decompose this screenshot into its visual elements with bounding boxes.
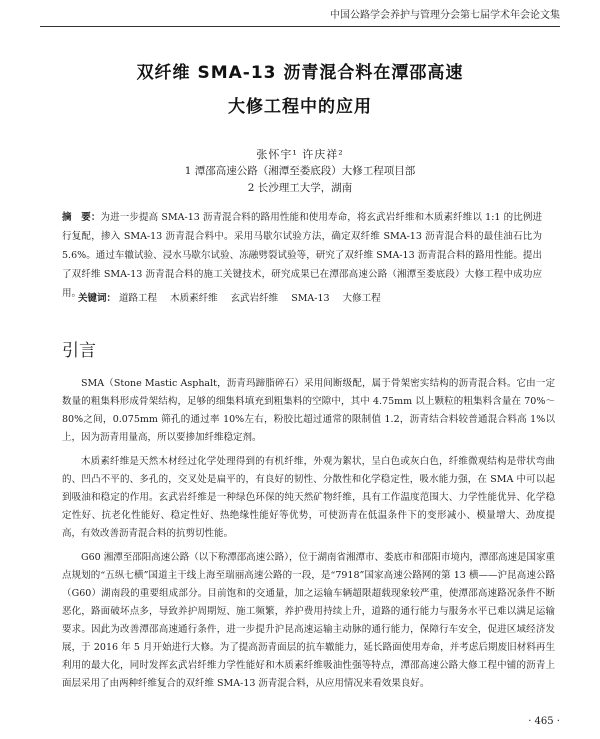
body-paragraph: SMA（Stone Mastic Asphalt，沥青玛蹄脂碎石）采用间断级配，属于骨架密实结构的沥青混合料。它由一定数量的粗集料形成骨架结构，足够的细集料填充到粗集料的空隙中，其中 4.75mm 以上颗粒的粗集料含量在 70%～80%之间，0.075mm 筛孔的通过率 10%左右，粉胶比超过通常的限制值 1.2，沥青结合料较普通混合料高 1%以上，因为沥青用量高，所以要掺加纤维稳定剂。 xyxy=(62,378,555,443)
abstract xyxy=(62,208,542,303)
affiliation-2: 2 长沙理工大学，湖南 xyxy=(247,182,353,194)
section-heading-introduction: 引言 xyxy=(62,341,96,361)
keywords xyxy=(78,290,542,304)
keyword-item: 大修工程 xyxy=(342,293,381,304)
affiliation-1: 1 潭邵高速公路（湘潭至娄底段）大修工程项目部 xyxy=(184,165,416,177)
keyword-item: 玄武岩纤维 xyxy=(230,293,279,304)
keyword-item: SMA-13 xyxy=(291,293,330,304)
title-line-2: 大修工程中的应用 xyxy=(228,97,372,117)
body-paragraph: G60 湘潭至邵阳高速公路（以下称潭邵高速公路），位于湖南省湘潭市、娄底市和邵阳市境内，潭邵高速是国家重点规划的“五纵七横”国道主干线上海至瑞丽高速公路的一段，是“7918”国家高速公路网的第 13 横——沪昆高速公路（G60）湖南段的重要组成部分。目前饱和的交通量，加之运输车辆超限超载现象较严重，使潭邵高速路况条件不断恶化，路面破坏点多，导致养护周期短、施工频繁，养护费用持续上升，道路的通行能力与服务水平已难以满足运输要求。因此为改善潭邵高速通行条件，进一步提升沪昆高速运输主动脉的通行能力，保障行车安全，促进区域经济发展，于 2016 年 5 月开始进行大修。为了提高沥青面层的抗车辙能力，延长路面使用寿命，并考虑后期废旧材料再生利用的最大化，同时发挥玄武岩纤维力学性能好和木质素纤维吸油性强等特点，潭邵高速公路大修工程中铺的沥青上面层采用了由两种纤维复合的双纤维 SMA-13 沥青混合料，从应用情况来看效果良好。 xyxy=(62,552,555,689)
abstract-label: 摘 要： xyxy=(62,212,101,223)
keyword-item: 木质素纤维 xyxy=(170,293,218,304)
running-head: 中国公路学会养护与管理分会第七届学术年会论文集 xyxy=(40,6,560,27)
title-line-1: 双纤维 SMA-13 沥青混合料在潭邵高速 xyxy=(136,63,464,83)
body-paragraph: 木质素纤维是天然木材经过化学处理得到的有机纤维，外观为絮状，呈白色或灰白色，纤维微观结构是带状弯曲的、凹凸不平的、多孔的，交叉处是扁平的，有良好的韧性、分散性和化学稳定性，吸水能力强，在 SMA 中可以起到吸油和稳定的作用。玄武岩纤维是一种绿色环保的纯天然矿物纤维，具有工作温度范围大、力学性能优异、化学稳定性好、抗老化性能好、稳定性好、热绝缘性能好等优势，可使沥青在低温条件下的变形减小、模量增大、劲度提高，有效改善沥青混合料的抗剪切性能。 xyxy=(62,456,555,539)
keywords-label: 关键词： xyxy=(78,293,117,304)
abstract-text: 为进一步提高 SMA-13 沥青混合料的路用性能和使用寿命，将玄武岩纤维和木质素纤维以 1:1 的比例进行复配，掺入 SMA-13 沥青混合料中。采用马歇尔试验方法，确定双纤维 SMA-13 沥青混合料的最佳油石比为 5.6%。通过车辙试验、浸水马歇尔试验、冻融劈裂试验等，研究了双纤维 SMA-13 沥青混合料的路用性能。提出了双纤维 SMA-13 沥青混合料的施工关键技术，研究成果已在潭邵高速公路（湘潭至娄底段）大修工程中成功应用。 xyxy=(62,212,542,299)
author-names: 张怀宇¹ 许庆祥² xyxy=(256,148,344,161)
body-text xyxy=(62,375,555,699)
page-number: · 465 · xyxy=(528,716,560,727)
keyword-item: 道路工程 xyxy=(119,293,158,304)
